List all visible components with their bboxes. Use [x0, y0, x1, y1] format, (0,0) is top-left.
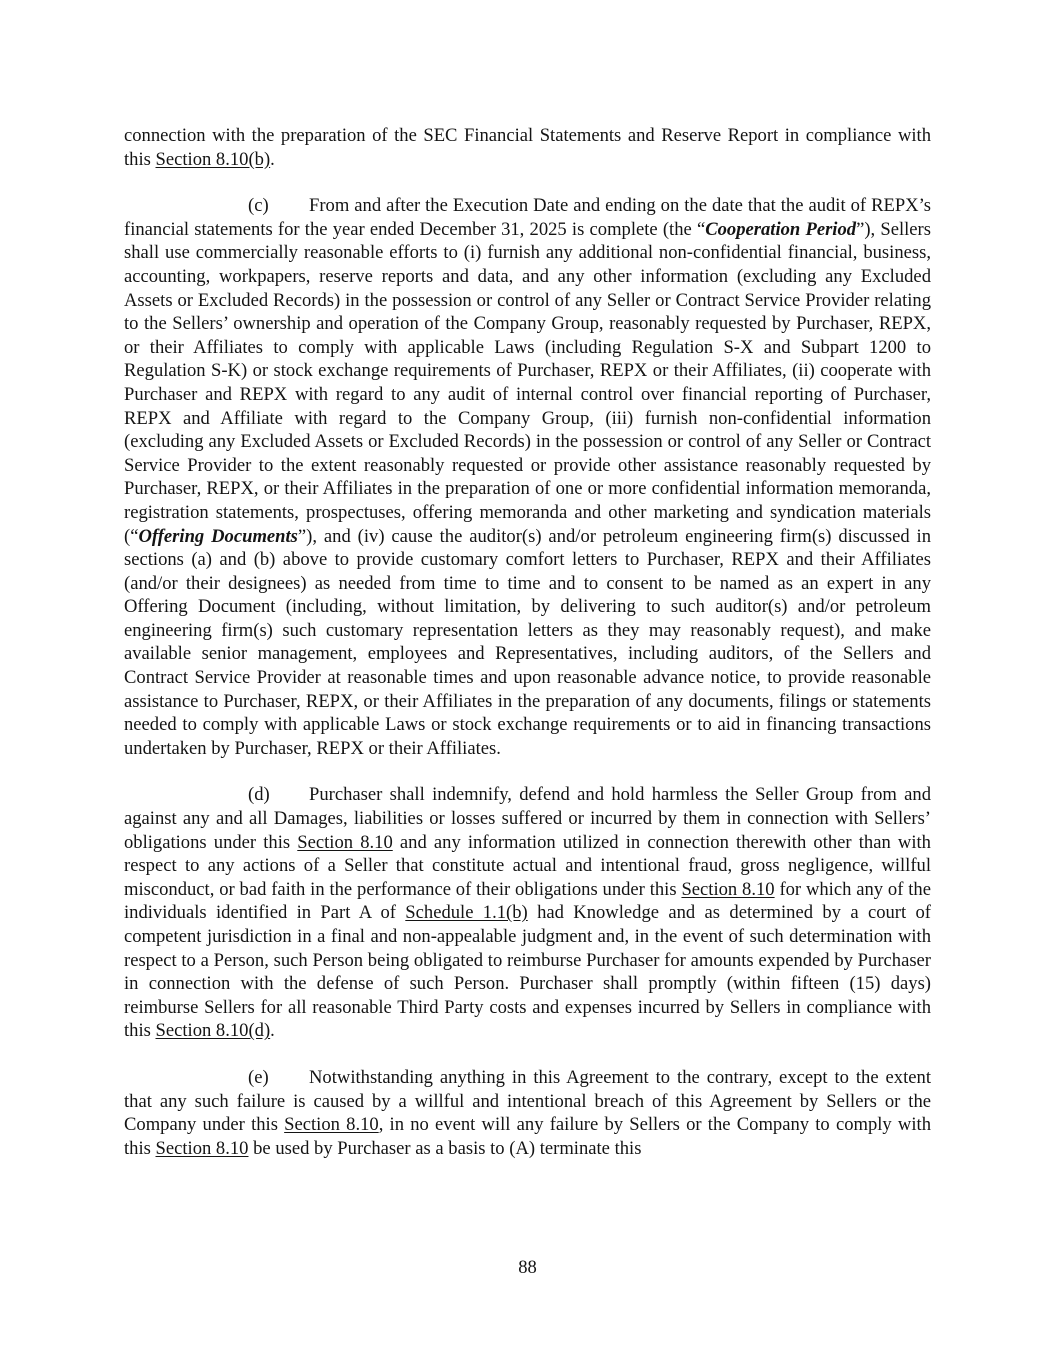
- paragraph-text: .: [270, 148, 275, 170]
- section-reference: Section 8.10: [681, 878, 775, 900]
- paragraph-text: connection with the preparation of the SEC Financial Statements and Reserve Report in compliance with this: [124, 125, 931, 170]
- paragraph-continuation: [124, 124, 931, 171]
- paragraph-section-d: [124, 783, 931, 1043]
- section-reference: Section 8.10: [155, 1137, 249, 1159]
- schedule-reference: Schedule 1.1(b): [405, 902, 528, 924]
- document-body: [124, 124, 931, 1183]
- paragraph-text: ”), Sellers shall use commercially reasonable efforts to (i) furnish any additional non-confidential financial, business, accounting, workpapers, reserve reports and data, and any other information (excluding any Excluded Assets or Excluded Records) in the possession or control of any Seller or Contract Service Provider relating to the Sellers’ ownership and operation of the Company Group, reasonably requested by Purchaser, REPX, or their Affiliates to comply with applicable Laws (including Regulation S-X and Subpart 1200 to Regulation S-K) or stock exchange requirements of Purchaser, REPX or their Affiliates, (ii) cooperate with Purchaser and REPX with regard to any audit of internal control over financial reporting of Purchaser, REPX and Affiliate with regard to the Company Group, (iii) furnish non-confidential information (excluding any Excluded Assets or Excluded Records) in the possession or control of any Seller or Contract Service Provider to the extent reasonably requested or provide other assistance reasonably requested by Purchaser, REPX, or their Affiliates in the preparation of one or more confidential information memoranda, registration statements, prospectuses, offering memoranda and other marketing and syndication materials (“: [124, 218, 931, 547]
- paragraph-text: be used by Purchaser as a basis to (A) terminate this: [248, 1137, 642, 1159]
- paragraph-text: Notwithstanding anything in this Agreement to the contrary, except to the extent that any such failure is caused by a willful and intentional breach of this Agreement by Sellers or the Company under this: [124, 1066, 931, 1136]
- defined-term: Offering Documents: [138, 525, 298, 547]
- paragraph-section-e: [124, 1066, 931, 1160]
- paragraph-text: ”), and (iv) cause the auditor(s) and/or petroleum engineering firm(s) discussed in sections (a) and (b) above to provide customary comfort letters to Purchaser, REPX and their Affiliates (and/or their designees) as needed from time to time and to consent to be named as an expert in any Offering Document (including, without limitation, by delivering to such auditor(s) and/or petroleum engineering firm(s) such customary representation letters as they may reasonably request), and make available senior management, employees and Representatives, including auditors, of the Sellers and Contract Service Provider at reasonable times and upon reasonable advance notice, to provide reasonable assistance to Purchaser, REPX, or their Affiliates in the preparation of any documents, filings or statements needed to comply with applicable Laws or stock exchange requirements or to aid in financing transactions undertaken by Purchaser, REPX or their Affiliates.: [124, 525, 931, 759]
- page-number: 88: [518, 1257, 537, 1278]
- subsection-number: (c): [248, 195, 269, 217]
- section-reference: Section 8.10(b): [155, 148, 271, 170]
- paragraph-text: and any information utilized in connection therewith other than with respect to any actions of a Seller that constitute actual and intentional fraud, gross negligence, willful misconduct, or bad faith in the performance of their obligations under this: [124, 831, 931, 900]
- subsection-number: (e): [248, 1066, 269, 1088]
- paragraph-text: , in no event will any failure by Sellers or the Company to comply with this: [124, 1114, 931, 1159]
- paragraph-text: .: [270, 1020, 275, 1042]
- paragraph-text: From and after the Execution Date and ending on the date that the audit of REPX’s financial statements for the year ended December 31, 2025 is complete (the “: [124, 195, 931, 240]
- paragraph-section-c: [124, 194, 931, 760]
- paragraph-text: for which any of the individuals identified in Part A of: [124, 878, 931, 924]
- paragraph-text: Purchaser shall indemnify, defend and hold harmless the Seller Group from and against any and all Damages, liabilities or losses suffered or incurred by them in connection with Sellers’ obligations under this: [124, 784, 931, 853]
- defined-term: Cooperation Period: [705, 218, 857, 240]
- section-reference: Section 8.10: [284, 1114, 379, 1136]
- paragraph-text: had Knowledge and as determined by a court of competent jurisdiction in a final and non-appealable judgment and, in the event of such determination with respect to a Person, such Person being obligated to reimburse Purchaser for amounts expended by Purchaser in connection with the defense of such Person. Purchaser shall promptly (within fifteen (15) days) reimburse Sellers for all reasonable Third Party costs and expenses incurred by Sellers in compliance with this: [124, 902, 931, 1042]
- section-reference: Section 8.10(d): [155, 1020, 271, 1042]
- section-reference: Section 8.10: [297, 831, 393, 853]
- subsection-number: (d): [248, 784, 270, 806]
